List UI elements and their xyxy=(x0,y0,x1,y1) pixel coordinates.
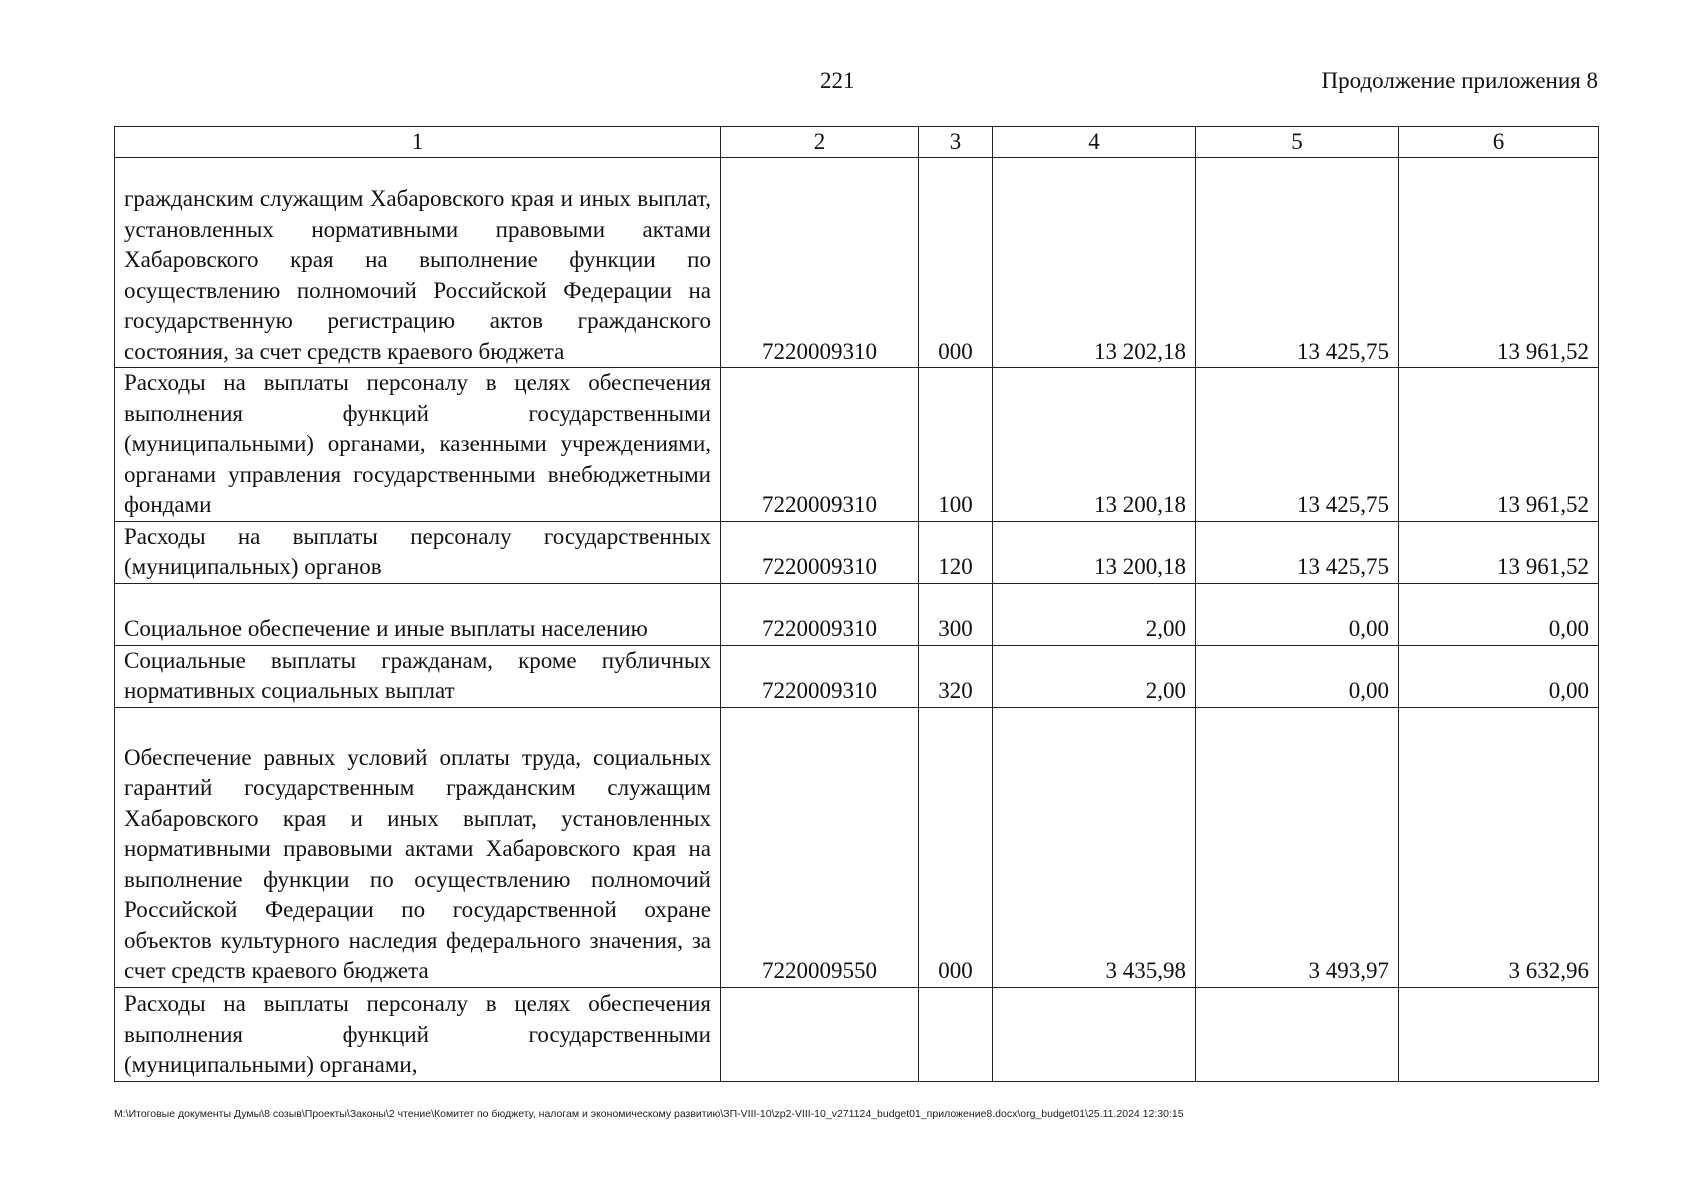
table-row xyxy=(115,987,1599,1081)
row-name: Социальные выплаты гражданам, кроме публичных нормативных социальных выплат xyxy=(115,645,721,707)
row-target-code: 7220009310 xyxy=(721,368,919,522)
table-row xyxy=(115,158,1599,368)
row-value-col5: 0,00 xyxy=(1196,645,1399,707)
row-expense-type: 320 xyxy=(919,645,993,707)
row-name: гражданским служащим Хабаровского края и иных выплат, установленных нормативными правовыми актами Хабаровского края на выполнение функции по осуществлению полномочий Российской Федерации на государственную регистрацию актов гражданского состояния, за счет средств краевого бюджета xyxy=(115,158,721,368)
row-target-code: 7220009310 xyxy=(721,645,919,707)
table-header-row xyxy=(115,127,1599,158)
row-value-col5: 13 425,75 xyxy=(1196,521,1399,583)
table-row xyxy=(115,645,1599,707)
row-target-code: 7220009310 xyxy=(721,521,919,583)
row-value-col4: 13 202,18 xyxy=(993,158,1196,368)
column-header-6: 6 xyxy=(1399,127,1599,158)
row-value-col6: 0,00 xyxy=(1399,645,1599,707)
row-value-col5: 0,00 xyxy=(1196,583,1399,645)
row-value-col4 xyxy=(993,987,1196,1081)
row-value-col6: 13 961,52 xyxy=(1399,158,1599,368)
row-name: Социальное обеспечение и иные выплаты населению xyxy=(115,583,721,645)
budget-table xyxy=(114,126,1599,1082)
row-value-col4: 3 435,98 xyxy=(993,707,1196,987)
row-value-col5 xyxy=(1196,987,1399,1081)
row-value-col4: 13 200,18 xyxy=(993,521,1196,583)
column-header-4: 4 xyxy=(993,127,1196,158)
row-name: Расходы на выплаты персоналу государственных (муниципальных) органов xyxy=(115,521,721,583)
row-name: Расходы на выплаты персоналу в целях обеспечения выполнения функций государственными (муниципальными) органами, казенными учреждениями, органами управления государственными внебюджетными фондами xyxy=(115,368,721,522)
row-value-col6: 0,00 xyxy=(1399,583,1599,645)
row-name: Расходы на выплаты персоналу в целях обеспечения выполнения функций государственными (муниципальными) органами, xyxy=(115,987,721,1081)
row-expense-type xyxy=(919,987,993,1081)
table-row xyxy=(115,521,1599,583)
row-expense-type: 000 xyxy=(919,158,993,368)
page-number: 221 xyxy=(820,68,855,93)
row-value-col5: 13 425,75 xyxy=(1196,158,1399,368)
row-value-col4: 2,00 xyxy=(993,645,1196,707)
column-header-5: 5 xyxy=(1196,127,1399,158)
appendix-continuation-label: Продолжение приложения 8 xyxy=(1321,68,1598,93)
row-value-col6: 13 961,52 xyxy=(1399,368,1599,522)
row-name: Обеспечение равных условий оплаты труда, социальных гарантий государственным гражданским служащим Хабаровского края и иных выплат, установленных нормативными правовыми актами Хабаровского края на выполнение функции по осуществлению полномочий Российской Федерации по государственной охране объектов культурного наследия федерального значения, за счет средств краевого бюджета xyxy=(115,707,721,987)
row-value-col4: 13 200,18 xyxy=(993,368,1196,522)
row-value-col6 xyxy=(1399,987,1599,1081)
row-target-code: 7220009310 xyxy=(721,583,919,645)
footer-file-path: М:\Итоговые документы Думы\8 созыв\Проекты\Законы\2 чтение\Комитет по бюджету, налогам и экономическому развитию\ЗП-VIII-10\zp2-VIII-10_v271124_budget01_приложение8.docx\org_budget01\25.11.2024 12:30:15 xyxy=(114,1108,1184,1120)
row-value-col5: 3 493,97 xyxy=(1196,707,1399,987)
table-row xyxy=(115,707,1599,987)
row-expense-type: 000 xyxy=(919,707,993,987)
row-value-col6: 13 961,52 xyxy=(1399,521,1599,583)
row-value-col5: 13 425,75 xyxy=(1196,368,1399,522)
column-header-2: 2 xyxy=(721,127,919,158)
column-header-3: 3 xyxy=(919,127,993,158)
row-value-col4: 2,00 xyxy=(993,583,1196,645)
row-expense-type: 120 xyxy=(919,521,993,583)
row-target-code xyxy=(721,987,919,1081)
row-target-code: 7220009310 xyxy=(721,158,919,368)
row-expense-type: 300 xyxy=(919,583,993,645)
table-row xyxy=(115,368,1599,522)
column-header-1: 1 xyxy=(115,127,721,158)
row-target-code: 7220009550 xyxy=(721,707,919,987)
row-expense-type: 100 xyxy=(919,368,993,522)
table-row xyxy=(115,583,1599,645)
row-value-col6: 3 632,96 xyxy=(1399,707,1599,987)
